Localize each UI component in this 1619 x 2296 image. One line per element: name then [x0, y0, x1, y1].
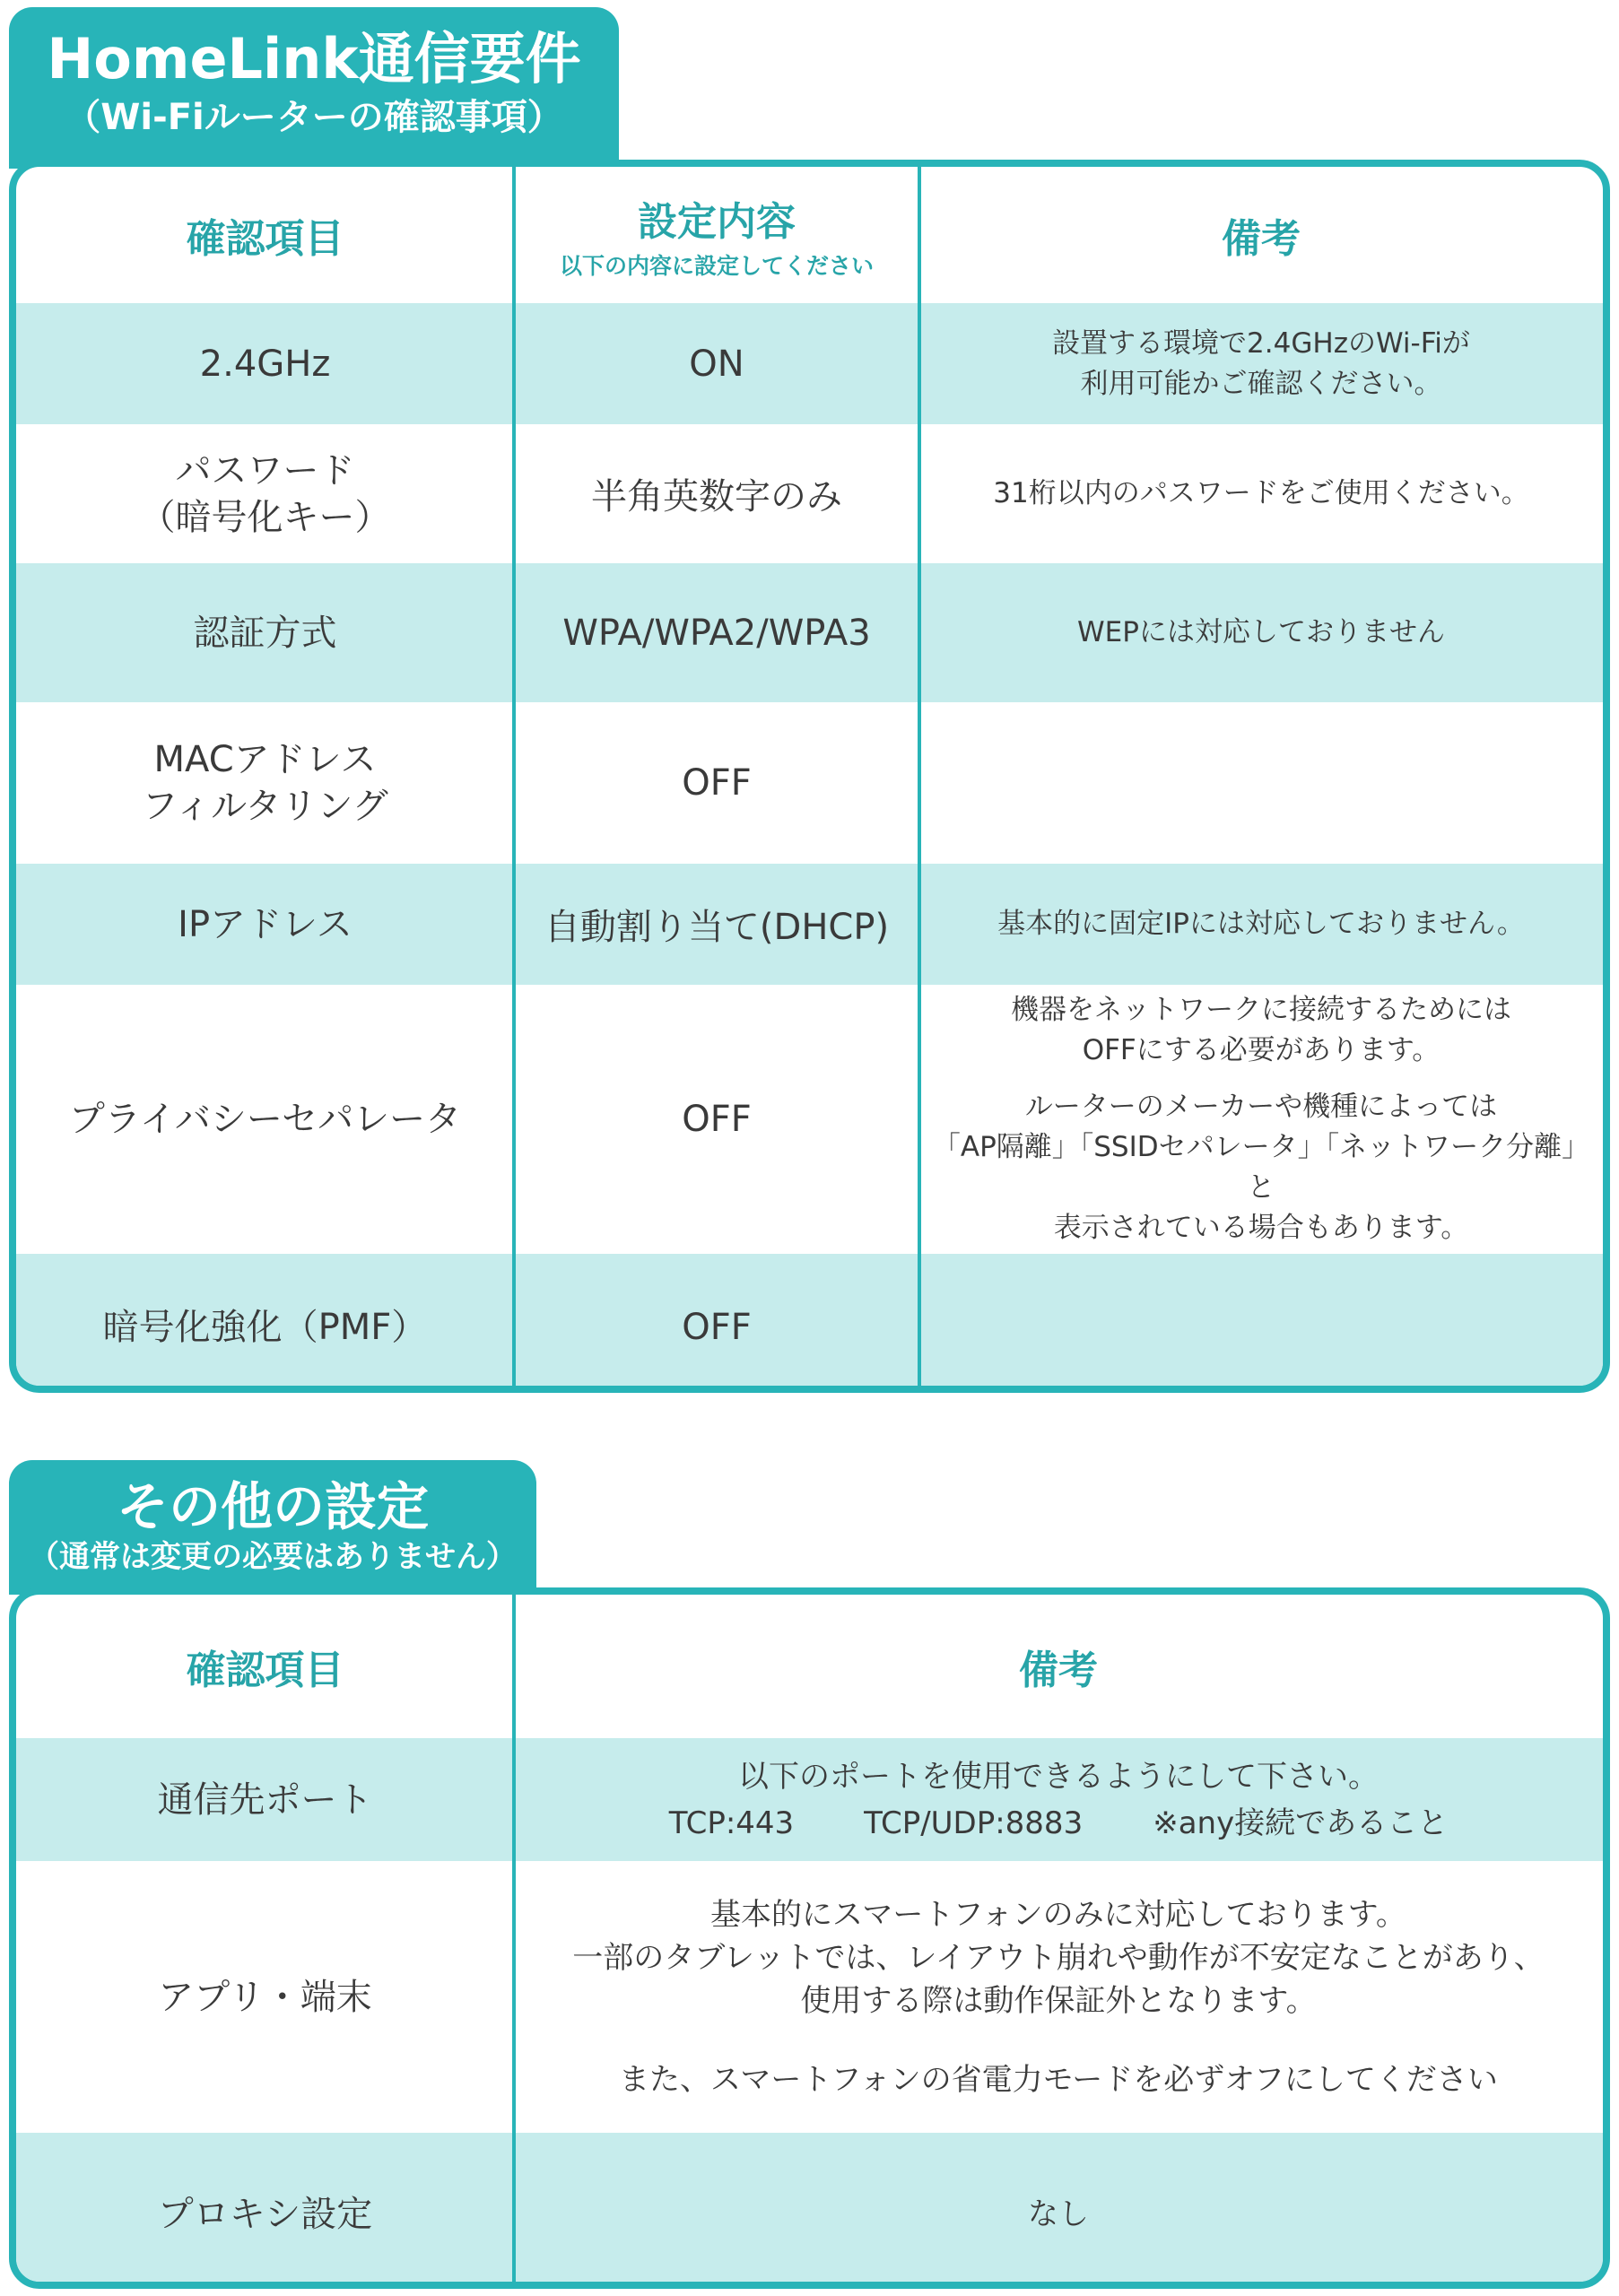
port-note: ※any接続であること — [1153, 1805, 1449, 1841]
row-item: プライバシーセパレータ — [68, 1099, 462, 1140]
row-setting: OFF — [682, 1306, 752, 1348]
other-settings-table — [9, 1587, 1610, 2289]
row-note-line: 設置する環境で2.4GHzのWi-Fiが — [1052, 326, 1470, 360]
table-header-row — [16, 1595, 1603, 1738]
row-note-line: 利用可能かご確認ください。 — [1080, 367, 1442, 400]
row-note-line: また、スマートフォンの省電力モードを必ずオフにしてください — [619, 2061, 1498, 2098]
header-note: 備考 — [1019, 1648, 1098, 1693]
row-note-line: 使用する際は動作保証外となります。 — [800, 1982, 1317, 2019]
table-row — [16, 1254, 1603, 1393]
port-tcp-udp: TCP/UDP:8883 — [864, 1805, 1084, 1841]
row-item: 通信先ポート — [157, 1779, 373, 1821]
header-item: 確認項目 — [186, 216, 344, 262]
section2-subtitle: （通常は変更の必要はありません） — [29, 1539, 517, 1575]
port-list — [669, 1800, 1448, 1847]
section2-title-tab — [9, 1460, 536, 1595]
column-divider — [918, 167, 921, 1386]
table-row — [16, 303, 1603, 424]
table-row — [16, 864, 1603, 985]
row-item: 2.4GHz — [199, 343, 331, 385]
row-note-line: 機器をネットワークに接続するためには — [1011, 994, 1511, 1026]
port-tcp: TCP:443 — [668, 1805, 795, 1841]
row-note-line: なし — [1028, 2196, 1089, 2232]
row-item-line: パスワード — [175, 449, 355, 491]
row-note-line: OFFにする必要があります。 — [1082, 1034, 1441, 1066]
row-note-line: ルーターのメーカーや機種によっては — [1024, 1091, 1498, 1123]
row-item-line: フィルタリング — [142, 786, 388, 827]
header-item: 確認項目 — [186, 1648, 344, 1693]
row-note-line: 以下のポートを使用できるようにして下さい。 — [738, 1758, 1379, 1795]
row-note-line: 基本的にスマートフォンのみに対応しております。 — [710, 1896, 1406, 1933]
section1-title-tab — [9, 7, 619, 169]
row-item-line: MACアドレス — [153, 739, 377, 780]
section1-title: HomeLink通信要件 — [47, 26, 581, 91]
header-note: 備考 — [1222, 216, 1301, 262]
header-setting-cell — [514, 167, 919, 303]
row-setting: 自動割り当て(DHCP) — [544, 907, 890, 948]
table-row — [16, 1861, 1603, 2133]
row-setting: 半角英数字のみ — [591, 476, 842, 517]
header-setting: 設定内容 — [638, 199, 796, 245]
header-item-cell — [16, 167, 514, 303]
section1-subtitle: （Wi-Fiルーターの確認事項） — [65, 97, 563, 138]
row-setting: WPA/WPA2/WPA3 — [562, 612, 871, 654]
table-row — [16, 985, 1603, 1254]
row-setting: ON — [689, 343, 744, 385]
row-item: プロキシ設定 — [157, 2194, 373, 2235]
table-row — [16, 563, 1603, 702]
row-note-line: WEPには対応しておりません — [1077, 616, 1445, 648]
row-item: IPアドレス — [178, 903, 353, 945]
column-divider — [512, 1595, 516, 2282]
row-item: 認証方式 — [193, 612, 337, 654]
row-note-line: 31桁以内のパスワードをご使用ください。 — [993, 477, 1529, 509]
row-item-line: （暗号化キー） — [139, 496, 391, 538]
table-row — [16, 702, 1603, 864]
requirements-table — [9, 160, 1610, 1393]
table-row — [16, 424, 1603, 563]
row-item: 暗号化強化（PMF） — [102, 1306, 428, 1348]
row-item: アプリ・端末 — [158, 1976, 372, 2018]
row-note-line: 基本的に固定IPには対応しておりません。 — [997, 908, 1525, 940]
header-setting-sub: 以下の内容に設定してください — [559, 253, 874, 279]
row-note-line: 「AP隔離」「SSIDセパレータ」「ネットワーク分離」と — [932, 1131, 1590, 1204]
row-setting: OFF — [682, 762, 752, 804]
column-divider — [512, 167, 516, 1386]
row-note-line: 表示されている場合もあります。 — [1053, 1212, 1469, 1244]
row-note-line: 一部のタブレットでは、レイアウト崩れや動作が不安定なことがあり、 — [572, 1939, 1545, 1976]
section2-title: その他の設定 — [116, 1476, 429, 1537]
table-header-row — [16, 167, 1603, 303]
header-note-cell — [919, 167, 1603, 303]
table-row — [16, 1738, 1603, 1861]
table-row — [16, 2133, 1603, 2289]
row-setting: OFF — [682, 1099, 752, 1140]
